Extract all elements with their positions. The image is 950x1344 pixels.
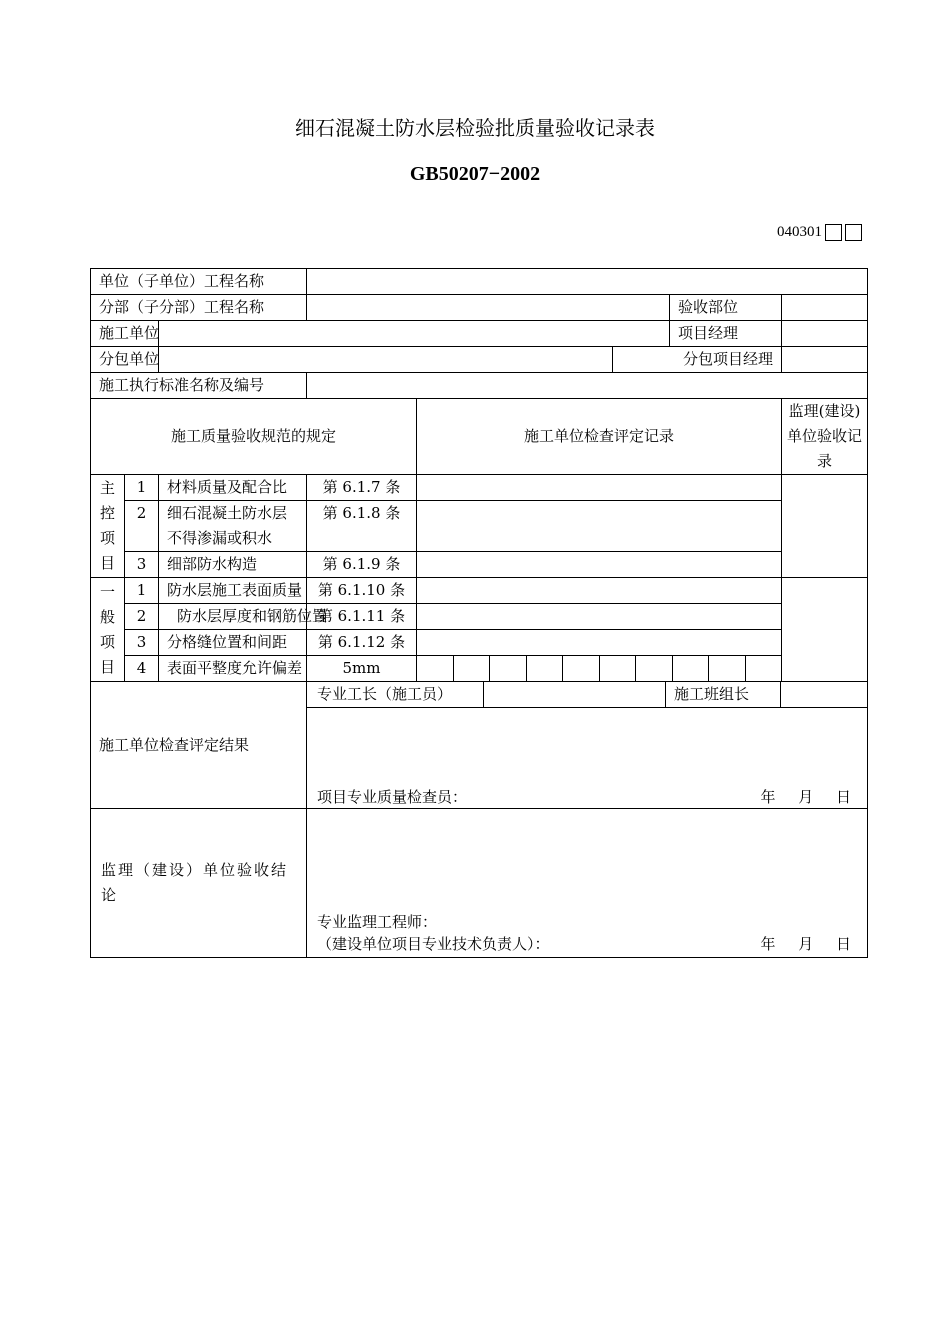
main-item-no: 2 xyxy=(125,501,159,552)
main-item-clause: 第 6.1.9 条 xyxy=(307,552,417,578)
flatness-measure-cells xyxy=(417,656,782,682)
result-label: 施工单位检查评定结果 xyxy=(91,682,307,809)
team-leader-label: 施工班组长 xyxy=(666,682,781,707)
main-item-no: 1 xyxy=(125,475,159,501)
measure-cell[interactable] xyxy=(746,656,782,681)
project-manager-field[interactable] xyxy=(782,321,868,347)
general-items-supervision[interactable] xyxy=(782,578,868,682)
general-item-clause: 第 6.1.10 条 xyxy=(307,578,417,604)
form-code-number: 040301 xyxy=(777,224,822,240)
standard-name-label: 施工执行标准名称及编号 xyxy=(91,373,307,399)
general-item-record[interactable] xyxy=(417,604,782,630)
standard-code: GB50207−2002 xyxy=(409,163,541,185)
inspector-label: 项目专业质量检查员： xyxy=(317,788,468,806)
division-project-name-label: 分部（子分部）工程名称 xyxy=(91,295,307,321)
general-items-label: 一 般 项 目 xyxy=(91,578,125,682)
engineer-label: 专业监理工程师： xyxy=(317,913,438,931)
conclusion-label: 监理（建设）单位验收结论 xyxy=(91,809,307,958)
main-items-supervision[interactable] xyxy=(782,475,868,578)
main-item-no: 3 xyxy=(125,552,159,578)
foreman-field[interactable] xyxy=(484,682,666,707)
conclusion-body[interactable] xyxy=(307,809,868,958)
general-item-record[interactable] xyxy=(417,630,782,656)
measure-cell[interactable] xyxy=(673,656,710,681)
main-items-label: 主 控 项 目 xyxy=(91,475,125,578)
unit-project-name-label: 单位（子单位）工程名称 xyxy=(91,269,307,295)
spec-column-header: 施工质量验收规范的规定 xyxy=(91,399,417,475)
main-item-clause: 第 6.1.8 条 xyxy=(307,501,417,552)
form-code xyxy=(777,224,862,241)
acceptance-table xyxy=(90,268,868,958)
subcontract-unit-field[interactable] xyxy=(159,347,613,373)
main-item-record[interactable] xyxy=(417,552,782,578)
team-leader-field[interactable] xyxy=(781,682,867,707)
construction-unit-field[interactable] xyxy=(159,321,670,347)
general-item-no: 3 xyxy=(125,630,159,656)
general-item-no: 1 xyxy=(125,578,159,604)
form-code-box-1[interactable] xyxy=(825,224,842,241)
measure-cell[interactable] xyxy=(636,656,673,681)
foreman-label: 专业工长（施工员） xyxy=(307,682,484,707)
main-item-name: 细部防水构造 xyxy=(159,552,307,578)
subcontract-unit-label: 分包单位 xyxy=(91,347,159,373)
result-header-cells xyxy=(307,682,868,708)
conclusion-date: 年 月 日 xyxy=(760,935,852,953)
measure-cell[interactable] xyxy=(490,656,527,681)
division-project-name-field[interactable] xyxy=(307,295,670,321)
measure-cell[interactable] xyxy=(527,656,564,681)
general-item-clause: 5mm xyxy=(307,656,417,682)
main-item-name: 材料质量及配合比 xyxy=(159,475,307,501)
form-code-box-2[interactable] xyxy=(845,224,862,241)
measure-cell[interactable] xyxy=(709,656,746,681)
general-item-no: 2 xyxy=(125,604,159,630)
owner-rep-label: （建设单位项目专业技术负责人）： xyxy=(317,935,550,953)
construction-record-header: 施工单位检查评定记录 xyxy=(417,399,782,475)
result-body[interactable] xyxy=(307,708,868,809)
construction-unit-label: 施工单位 xyxy=(91,321,159,347)
main-item-clause: 第 6.1.7 条 xyxy=(307,475,417,501)
general-item-name: 表面平整度允许偏差 xyxy=(159,656,307,682)
main-item-record[interactable] xyxy=(417,475,782,501)
general-item-name: 防水层施工表面质量 xyxy=(159,578,307,604)
general-item-no: 4 xyxy=(125,656,159,682)
general-item-name: 分格缝位置和间距 xyxy=(159,630,307,656)
measure-cell[interactable] xyxy=(417,656,454,681)
main-item-record[interactable] xyxy=(417,501,782,552)
form-title: 细石混凝土防水层检验批质量验收记录表 xyxy=(295,116,655,140)
supervision-record-header: 监理(建设)单位验收记录 xyxy=(782,399,868,475)
unit-project-name-field[interactable] xyxy=(307,269,868,295)
measure-cell[interactable] xyxy=(563,656,600,681)
general-item-clause: 第 6.1.12 条 xyxy=(307,630,417,656)
subcontract-manager-label: 分包项目经理 xyxy=(613,347,782,373)
general-item-name: 防水层厚度和钢筋位置 xyxy=(159,604,307,630)
main-item-name: 细石混凝土防水层不得渗漏或积水 xyxy=(159,501,307,552)
measure-cell[interactable] xyxy=(600,656,637,681)
acceptance-part-field[interactable] xyxy=(782,295,868,321)
result-date: 年 月 日 xyxy=(760,788,852,806)
general-item-clause: 第 6.1.11 条 xyxy=(307,604,417,630)
general-item-record[interactable] xyxy=(417,578,782,604)
acceptance-part-label: 验收部位 xyxy=(670,295,782,321)
project-manager-label: 项目经理 xyxy=(670,321,782,347)
measure-cell[interactable] xyxy=(454,656,491,681)
subcontract-manager-field[interactable] xyxy=(782,347,868,373)
standard-name-field[interactable] xyxy=(307,373,868,399)
